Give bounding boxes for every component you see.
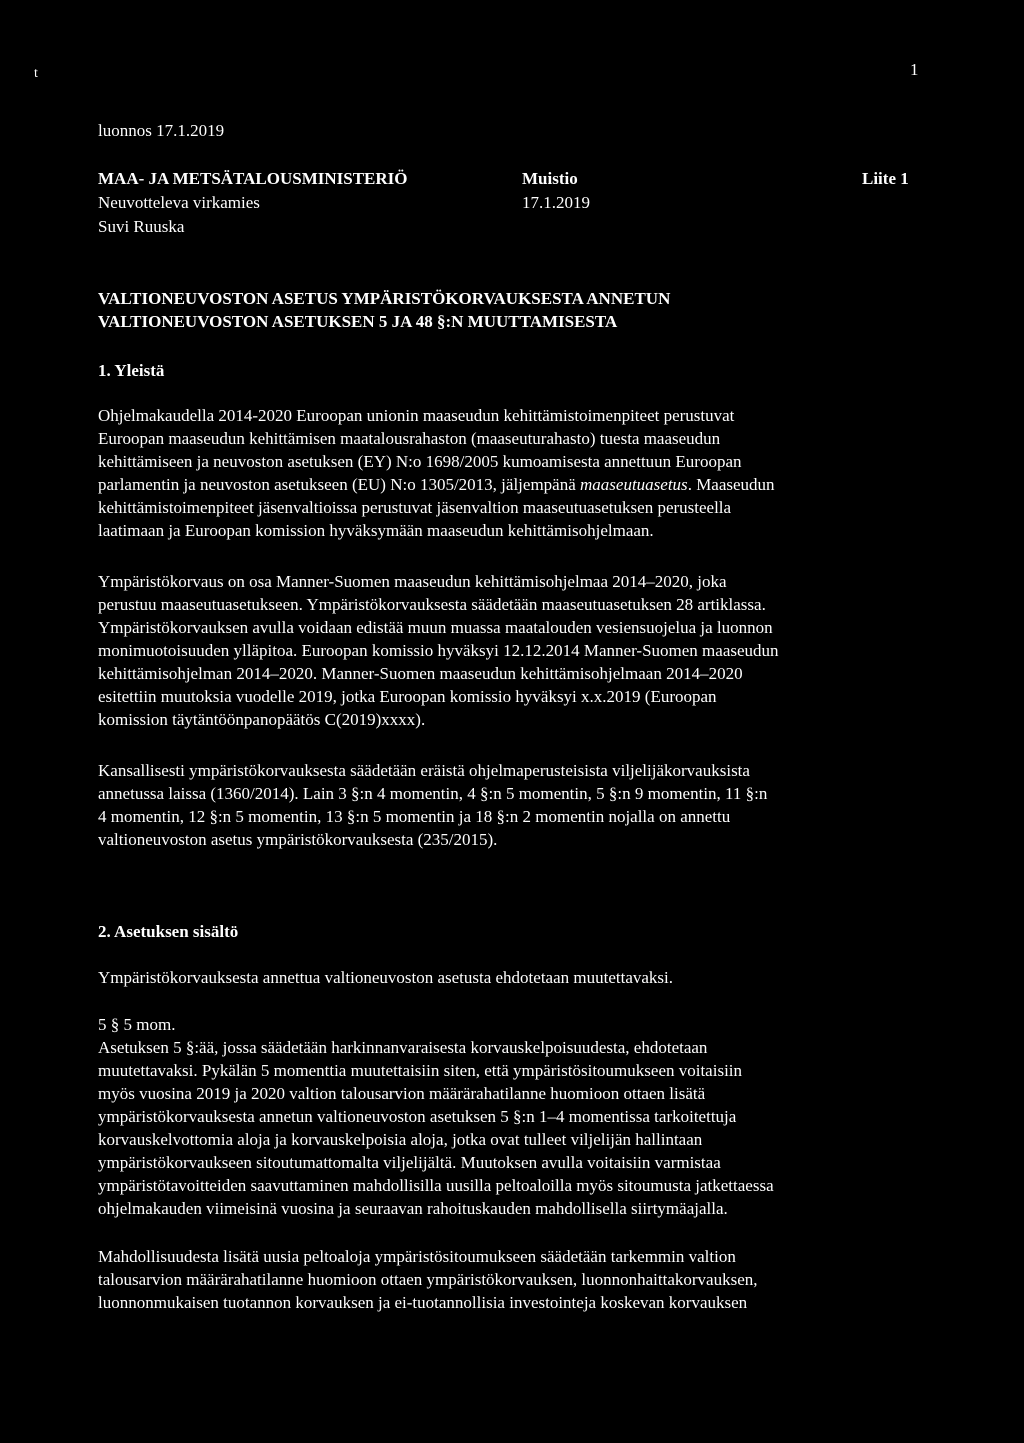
text-line: 4 momentin, 12 §:n 5 momentin, 13 §:n 5 momentin ja 18 §:n 2 momentin nojalla on annettu	[98, 807, 731, 826]
text-line: kehittämisohjelman 2014–2020. Manner-Suomen maaseudun kehittämisohjelmaan 2014–2020	[98, 664, 743, 683]
section2-intro: Ympäristökorvauksesta annettua valtioneuvoston asetusta ehdotetaan muutettavaksi.	[98, 968, 674, 987]
text-line: Mahdollisuudesta lisätä uusia peltoaloja ympäristösitoumukseen säädetään tarkemmin valtion	[98, 1247, 736, 1266]
text-line: esitettiin muutoksia vuodelle 2019, jotka Euroopan komissio hyväksyi x.x.2019 (Euroopan	[98, 687, 717, 706]
text-line: kehittämistoimenpiteet jäsenvaltioissa perustuvat jäsenvaltion maaseutuasetuksen perusteella	[98, 498, 732, 517]
text-line: kehittämiseen ja neuvoston asetuksen (EY) N:o 1698/2005 kumoamisesta annettuun Euroopan	[98, 452, 742, 471]
text-line: Ympäristökorvauksen avulla voidaan edistää muun muassa maatalouden vesiensuojelua ja luonnon	[98, 618, 773, 637]
text-line: Ympäristökorvaus on osa Manner-Suomen maaseudun kehittämisohjelmaa 2014–2020, joka	[98, 572, 727, 591]
text-span: parlamentin ja neuvoston asetukseen (EU) N:o 1305/2013, jäljempänä	[98, 475, 581, 494]
author-name: Suvi Ruuska	[98, 217, 185, 236]
text-line: ympäristökorvauksesta annetun valtioneuvoston asetuksen 5 §:n 1–4 momentissa tarkoitettuja	[98, 1107, 737, 1126]
text-line: luonnonmukaisen tuotannon korvauksen ja ei-tuotannollisia investointeja koskevan korvauksen	[98, 1293, 748, 1312]
title-line: VALTIONEUVOSTON ASETUS YMPÄRISTÖKORVAUKSESTA ANNETUN	[98, 289, 671, 308]
text-span: . Maaseudun	[687, 475, 775, 494]
text-line: Euroopan maaseudun kehittämisen maatalousrahaston (maaseuturahasto) tuesta maaseudun	[98, 429, 721, 448]
text-line: myös vuosina 2019 ja 2020 valtion talousarvion määrärahatilanne huomioon ottaen lisätä	[98, 1084, 706, 1103]
page-number: 1	[910, 60, 919, 79]
text-line: annetussa laissa (1360/2014). Lain 3 §:n 4 momentin, 4 §:n 5 momentin, 5 §:n 9 momentin, 11 §:n	[98, 784, 768, 803]
text-line: Kansallisesti ympäristökorvauksesta säädetään eräistä ohjelmaperusteisista viljelijäkorvauksista	[98, 761, 750, 780]
text-line	[98, 473, 775, 496]
section-heading-2: 2. Asetuksen sisältö	[98, 922, 239, 941]
section2-paragraph-2	[98, 1245, 758, 1314]
text-line: laatimaan ja Euroopan komission hyväksymään maaseudun kehittämisohjelmaan.	[98, 521, 654, 540]
text-line: ohjelmakauden viimeisinä vuosina ja seuraavan rahoituskauden mahdollisella siirtymäajalla.	[98, 1199, 728, 1218]
ministry-name: MAA- JA METSÄTALOUSMINISTERIÖ	[98, 169, 408, 188]
text-line: korvauskelvottomia aloja ja korvauskelpoisia aloja, jotka ovat tulleet viljelijän hallintaan	[98, 1130, 703, 1149]
text-line: talousarvion määrärahatilanne huomioon ottaen ympäristökorvauksen, luonnonhaittakorvauksen,	[98, 1270, 758, 1289]
text-line: Ohjelmakaudella 2014-2020 Euroopan unionin maaseudun kehittämistoimenpiteet perustuvat	[98, 406, 735, 425]
section2-subheading: 5 § 5 mom.	[98, 1015, 176, 1034]
section-heading-1: 1. Yleistä	[98, 361, 165, 380]
text-line: monimuotoisuuden ylläpitoa. Euroopan komissio hyväksyi 12.12.2014 Manner-Suomen maaseudun	[98, 641, 779, 660]
text-line: komission täytäntöönpanopäätös C(2019)xxxx).	[98, 710, 426, 729]
section1-paragraph-3	[98, 759, 767, 851]
corner-mark: t	[34, 66, 38, 81]
attachment-label: Liite 1	[862, 169, 909, 188]
title-line: VALTIONEUVOSTON ASETUKSEN 5 JA 48 §:N MUUTTAMISESTA	[98, 312, 618, 331]
document-title	[98, 287, 670, 333]
italic-term: maaseutuasetus	[580, 475, 688, 494]
section2-paragraph-1	[98, 1036, 774, 1220]
document-type: Muistio	[522, 169, 578, 188]
document-date: 17.1.2019	[522, 193, 590, 212]
text-line: ympäristökorvaukseen sitoutumattomalta viljelijältä. Muutoksen avulla voitaisiin varmistaa	[98, 1153, 721, 1172]
text-line: ympäristötavoitteiden saavuttaminen mahdollisilla uusilla peltoaloilla myös sitoumusta jatkettaessa	[98, 1176, 774, 1195]
text-line: Asetuksen 5 §:ää, jossa säädetään harkinnanvaraisesta korvauskelpoisuudesta, ehdotetaan	[98, 1038, 708, 1057]
author-title: Neuvotteleva virkamies	[98, 193, 260, 212]
draft-label: luonnos 17.1.2019	[98, 121, 225, 140]
section1-paragraph-2	[98, 570, 779, 731]
text-line: valtioneuvoston asetus ympäristökorvauksesta (235/2015).	[98, 830, 498, 849]
text-line: perustuu maaseutuasetukseen. Ympäristökorvauksesta säädetään maaseutuasetuksen 28 artiklassa.	[98, 595, 766, 614]
section1-paragraph-1	[98, 404, 775, 542]
text-line: muutettavaksi. Pykälän 5 momenttia muutettaisiin siten, että ympäristösitoumukseen voitaisiin	[98, 1061, 743, 1080]
